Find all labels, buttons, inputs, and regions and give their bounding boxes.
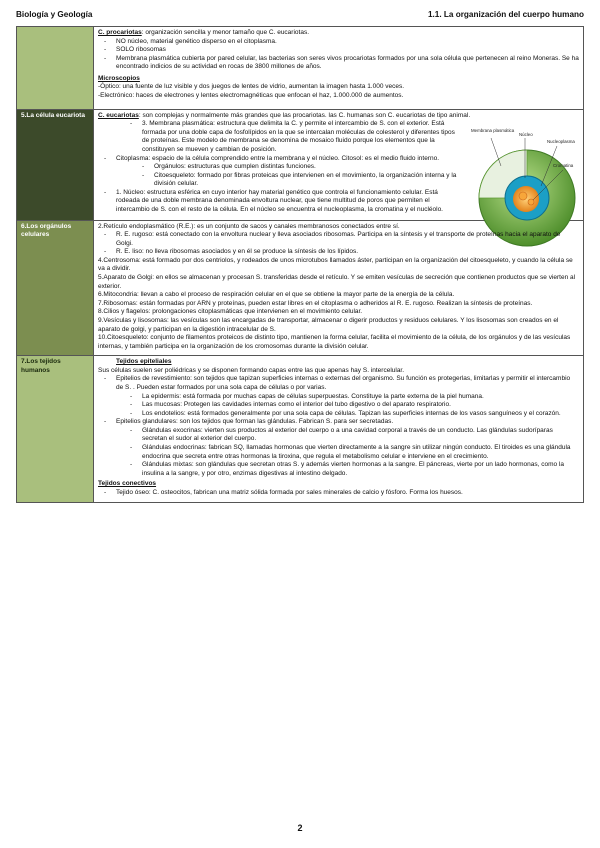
section-title: 1.1. La organización del cuerpo humano [427, 10, 584, 19]
row-content [94, 109, 584, 220]
list-item: - Citoplasma: espacio de la célula comprendido entre la membrana y el núcleo. Citosol: es el medio fluido interno. [98, 155, 458, 164]
list-item: - 3. Membrana plasmática: estructura que delimita la C. y permite el intercambio de S. con el exterior. Está formada por una doble capa de fosfolípidos en la que se intercalan moléculas de colesterol y diferentes tipos de proteínas. Este modelo de membrana se denomina de mosaico fluido porque los elementos que la constituyen se mueven y cambian de posición. [98, 120, 458, 154]
list-item: - Citoesqueleto: formado por fibras proteicas que intervienen en el movimiento, la organización interna y la división celular. [98, 172, 458, 189]
list-item: -Electrónico: haces de electrones y lentes electromagnéticas que enfocan el haz, 1.000.000 de aumentos. [98, 92, 404, 100]
list-item: - Glándulas endocrinas: fabrican SQ, llamadas hormonas que vierten directamente a la sangre sin utilizar ningún conducto. El tiroides es una glándula endocrina que secreta entre otras hormonas la tiroxina, que regula el metabolismo celular e interviene en el crecimiento. [98, 444, 579, 461]
row-label-empty [17, 27, 94, 110]
label-nucleoplasma: Nucleoplasma [547, 138, 575, 144]
list-item: - Glándulas exocrinas: vierten sus productos al exterior del cuerpo o a una cavidad corporal a través de un conducto. Las glándulas sudoríparas secretan el sudor al exterior del cuerpo. [98, 427, 579, 444]
conectivos-title: Tejidos conectivos [98, 480, 157, 488]
epiteliales-title: Tejidos epiteliales [116, 358, 172, 366]
list-item: 6.Mitocondria: llevan a cabo el proceso de respiración celular en el que se obtiene la mayor parte de la energía de la célula. [98, 291, 455, 299]
list-item: - NO núcleo, material genético disperso en el citoplasma. [98, 38, 579, 47]
list-item: - R. E. rugoso: está conectado con la envoltura nuclear y lleva asociados ribosomas. Participa en la síntesis y el transporte de proteínas hacia el aparato de Golgi. [98, 231, 579, 248]
list-item: Sus células suelen ser poliédricas y se disponen formando capas entre las que apenas hay S. intercelular. [98, 366, 405, 374]
list-item: - R. E. liso: no lleva ribosomas asociados y en él se produce la síntesis de los lípidos. [98, 248, 579, 257]
list-item: 4.Centrosoma: está formado por dos centriolos, y rodeados de unos microtubos llamados áster, participan en la organización del citoesqueleto, y cuando la célula se va a dividir. [98, 256, 573, 273]
list-item: 8.Cilios y flagelos: prolongaciones citoplasmáticas que intervienen en el movimiento celular. [98, 308, 363, 316]
page-number: 2 [297, 823, 303, 833]
subject-title: Biología y Geología [16, 10, 93, 19]
list-item: - SOLO ribosomas [98, 46, 579, 55]
list-item: - Epitelios glandulares: son los tejidos que forman las glándulas. Fabrican S. para ser secretadas. [98, 418, 579, 427]
row-eucariota [17, 109, 584, 220]
row-label: 7.Los tejidos humanos [17, 356, 94, 503]
page-header [16, 10, 584, 24]
procariotas-intro: : organización sencilla y menor tamaño que C. eucariotas. [141, 29, 310, 36]
list-item: 7.Ribosomas: están formadas por ARN y proteínas, pueden estar libres en el citoplasma o adheridos al R. E. rugoso. Realizan la síntesis de proteínas. [98, 299, 533, 307]
row-organulos [17, 220, 584, 356]
label-nucleo: Núcleo [519, 131, 533, 137]
row-label: 6.Los orgánulos celulares [17, 220, 94, 356]
eucariotas-title: C. eucariotas [98, 111, 139, 119]
list-item: - Membrana plasmática cubierta por pared celular, las bacterias son seres vivos procariotas formados por una sola célula que pertenecen al reino Moneras. Se ha encontrado indicios de su actividad en rocas de 3800 millones de años. [98, 55, 579, 72]
list-item: - Glándulas mixtas: son glándulas que secretan otras S. y además vierten hormonas a la sangre. El páncreas, vierte por un lado hormonas, como la insulina a la sangre, y por otro, enzimas digestivas al intestino delgado. [98, 461, 579, 478]
row-procariotas [17, 27, 584, 110]
microscopios-title: Microscopios [98, 74, 140, 82]
row-label: 5.La célula eucariota [17, 109, 94, 220]
list-item: 2.Retículo endoplasmático (R.E.): es un conjunto de sacos y canales membranosos conectados entre sí. [98, 222, 400, 230]
list-item: - La epidermis: está formada por muchas capas de células superpuestas. Constituye la parte externa de la piel humana. [98, 393, 579, 402]
list-item: 10.Citoesqueleto: conjunto de filamentos proteicos de distinto tipo, mantienen la forma celular, facilita el movimiento de la célula, de los orgánulos y de las vesículas internas, y también participa en la organización de los cromosomas durante la división celular. [98, 334, 571, 350]
procariotas-title: C. procariotas [98, 29, 142, 36]
list-item: -Óptico: una fuente de luz visible y dos juegos de lentes de vidrio, aumentan la imagen hasta 1.000 veces. [98, 83, 405, 91]
row-content [94, 27, 584, 110]
list-item: - Tejido óseo: C. osteocitos, fabrican una matriz sólida formada por sales minerales de calcio y fósforo. Forma los huesos. [98, 489, 579, 498]
list-item: 9.Vesículas y lisosomas: las vesículas son las encargadas de transportar, almacenar o digerir productos y residuos celulares. Y los lisosomas son creados en el aparato de golgi, y participan en la digestión intracelular de S. [98, 316, 559, 333]
eucariotas-intro: : son complejas y normalmente más grandes que las procariotas. las C. humanas son C. eucariotas de tipo animal. [138, 111, 471, 119]
row-content [94, 356, 584, 503]
list-item: - Epitelios de revestimiento: son tejidos que tapizan superficies internas o externas del organismo. Su función es protegerlas, limitarlas y permitir el intercambio de S. . Pueden estar formados por una sola capa de células o por varias. [98, 375, 579, 392]
row-tejidos [17, 356, 584, 503]
label-cromatina: Cromatina [553, 162, 574, 168]
list-item: 5.Aparato de Golgi: en ellos se almacenan y procesan S. transferidas desde el retículo. Y se emiten vesículas de secreción que contienen productos que se vierten al exterior. [98, 274, 576, 290]
content-table [16, 26, 584, 503]
row-content [94, 220, 584, 356]
label-membrana: Membrana plasmática [471, 127, 515, 133]
list-item: - 1. Núcleo: estructura esférica en cuyo interior hay material genético que controla el funcionamiento celular. Está rodeada de una doble membrana denominada envoltura nuclear, que tiene multitud de poros que permiten el intercambio de S. con el resto de la célula. En el núcleo se encuentra el nucleoplasma, la cromatina y el nucléolo. [98, 189, 458, 215]
list-item: - Orgánulos: estructuras que cumplen distintas funciones. [98, 163, 458, 172]
list-item: - Los endotelios: está formados generalmente por una sola capa de células. Tapizan las superficies internas de los vasos sanguíneos y el corazón. [98, 410, 579, 419]
list-item: - Las mucosas: Protegen las cavidades internas como el interior del tubo digestivo o del aparato respiratorio. [98, 401, 579, 410]
